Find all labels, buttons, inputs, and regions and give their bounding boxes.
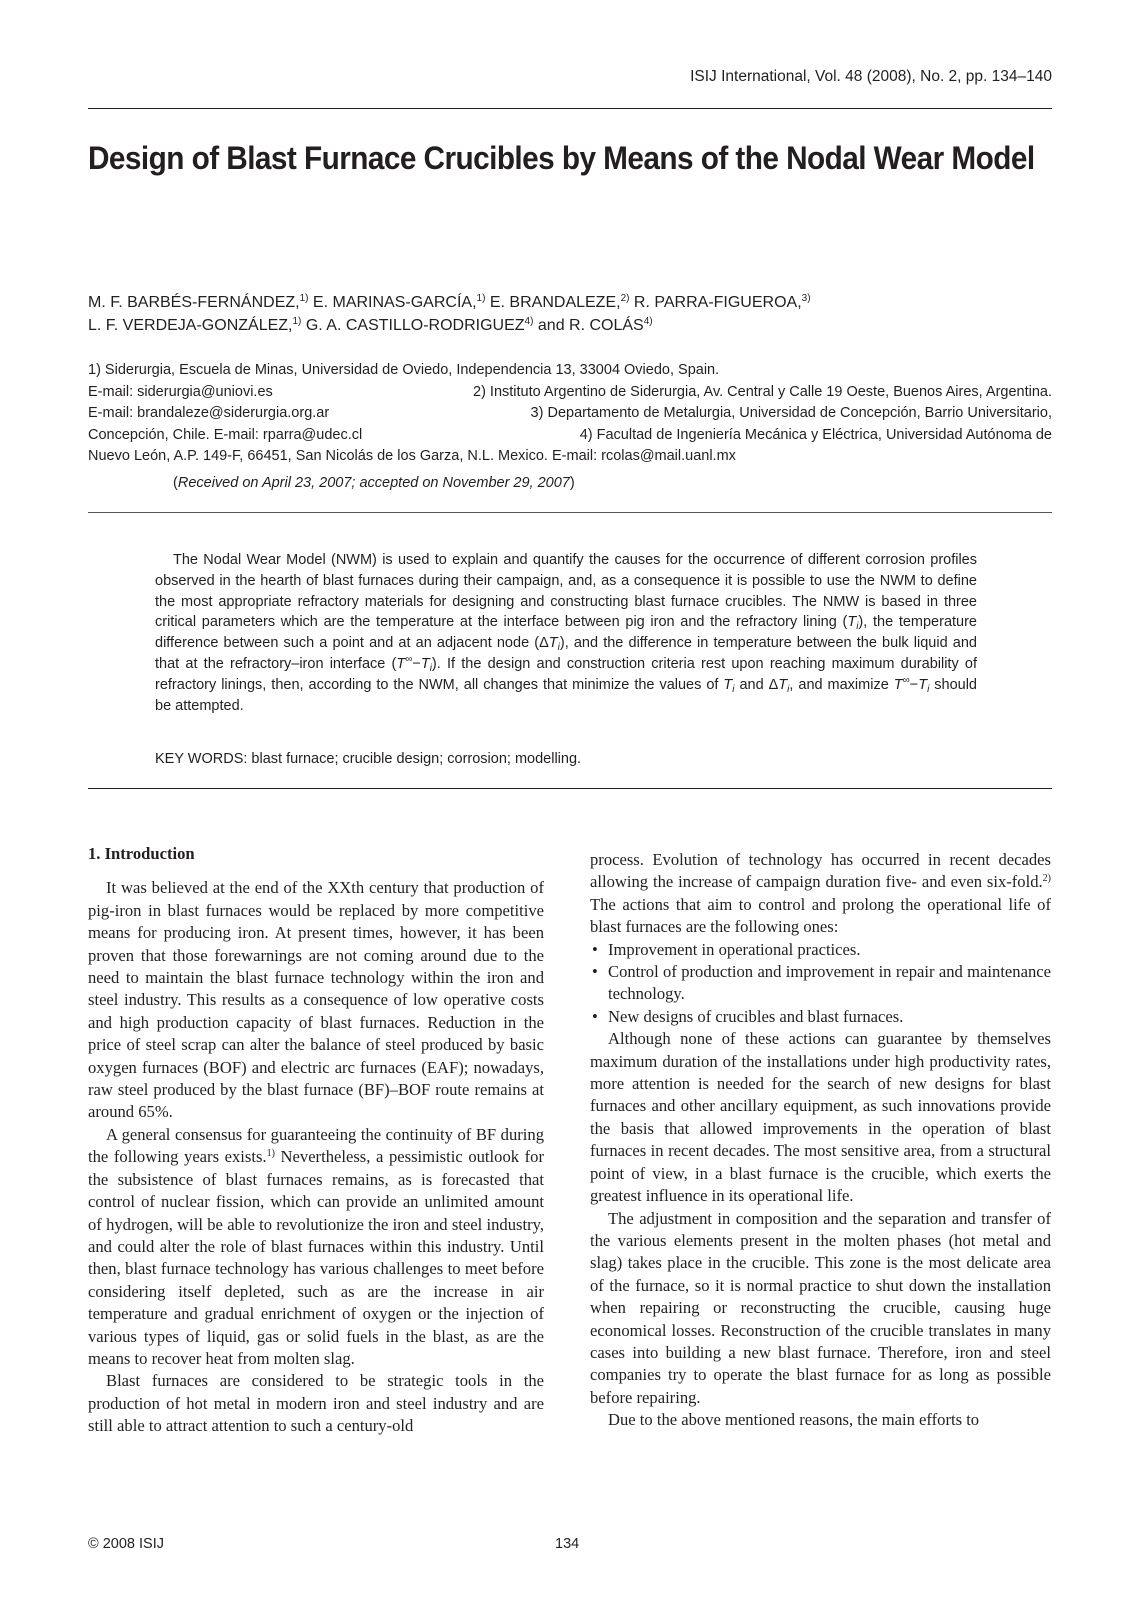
author-line-1	[88, 291, 1052, 314]
body-paragraph: Due to the above mentioned reasons, the main efforts to	[608, 1410, 980, 1430]
body-paragraph: process. Evolution of technology has occurred in recent decades allowing the increase of campaign duration five- and even six-fold.$^{2)}$ The actions that aim to control and prolong the operational life of blast furnaces are the following ones:	[590, 850, 1051, 937]
body-paragraph: Although none of these actions can guarantee by themselves maximum duration of the installations under high productivity rates, more attention is needed for the search of new designs for blast furnaces and other ancillary equipment, as such innovations provide the basis that allowed improvements in the operation of blast furnaces in recent decades. The most sensitive area, from a structural point of view, in a blast furnace is the crucible, which exerts the greatest influence in its operational life.	[590, 1029, 1051, 1206]
citation-ref: 1)	[266, 1148, 275, 1160]
header-rule	[88, 108, 1052, 109]
author-list	[88, 291, 1052, 337]
author: G. A. CASTILLO-RODRIGUEZ	[301, 317, 525, 334]
affiliation-text: 4) Facultad de Ingeniería Mecánica y Eléctrica, Universidad Autónoma de	[579, 426, 1052, 443]
author-affil-mark: 1)	[476, 293, 486, 304]
bullet-item: • New designs of crucibles and blast furnaces.	[590, 1006, 1051, 1028]
affiliation-text: 2) Instituto Argentino de Siderurgia, Av. Central y Calle 19 Oeste, Buenos Aires, Argentina.	[473, 383, 1052, 400]
abstract-top-rule	[88, 512, 1052, 513]
received-text: Received on April 23, 2007; accepted on November 29, 2007	[177, 475, 570, 491]
author: L. F. VERDEJA-GONZÁLEZ,	[88, 317, 293, 334]
author-affil-mark: 1)	[299, 293, 309, 304]
author-affil-mark: 3)	[801, 293, 811, 304]
body-paragraph: The adjustment in composition and the separation and transfer of the various elements present in the molten phases (hot metal and slag) takes place in the crucible. This zone is the most delicate area of the furnace, so it is normal practice to shut down the installation when repairing or reconstructing the crucible, causing huge economical losses. Reconstruction of the crucible translates in many cases into building a new blast furnace. Therefore, iron and steel companies try to operate the blast furnace for as long as possible before repairing.	[590, 1208, 1051, 1407]
affiliation-text: Nuevo León, A.P. 149-F, 66451, San Nicolás de los Garza, N.L. Mexico. E-mail: rcolas@mail.uanl.mx	[88, 448, 736, 464]
affiliation-line	[88, 446, 1052, 468]
paper-title: Design of Blast Furnace Crucibles by Means of the Nodal Wear Model	[88, 140, 1035, 176]
author-affil-mark: 4)	[524, 316, 534, 327]
affiliation-line	[88, 360, 1052, 382]
affiliations	[88, 360, 1052, 468]
citation-ref: 2)	[1042, 873, 1051, 885]
copyright: © 2008 ISIJ	[88, 1536, 164, 1552]
affiliation-text: 3) Departamento de Metalurgia, Universidad de Concepción, Barrio Universitario,	[530, 405, 1052, 421]
author: and R. COLÁS	[533, 317, 644, 334]
affiliation-line	[88, 382, 1052, 404]
affiliation-email: E-mail: siderurgia@uniovi.es	[88, 383, 273, 400]
affiliation-line	[88, 403, 1052, 425]
affiliation-email: Concepción, Chile. E-mail: rparra@udec.cl	[88, 426, 363, 443]
abstract	[155, 550, 977, 716]
author-affil-mark: 2)	[620, 293, 630, 304]
body-column-left	[88, 843, 544, 1438]
section-heading: 1. Introduction	[88, 844, 195, 863]
body-paragraph: It was believed at the end of the XXth century that production of pig-iron in blast furnaces would be replaced by more competitive means for producing iron. At present times, however, it has been proven that those forewarnings are not coming around due to the need to maintain the blast furnace technology within the iron and steel industry. This results as a consequence of low operative costs and high production capacity of blast furnaces. Reduction in the price of steel scrap can alter the balance of steel produced by basic oxygen furnaces (BOF) and electric arc furnaces (EAF); nowadays, raw steel produced by the blast furnace (BF)–BOF route remains at around 65%.	[88, 878, 544, 1122]
page-number: 134	[555, 1536, 580, 1552]
author: R. PARRA-FIGUEROA,	[629, 294, 802, 311]
abstract-paragraph: The Nodal Wear Model (NWM) is used to explain and quantify the causes for the occurrence of different corrosion profiles observed in the hearth of blast furnaces during their campaign, and, as a consequence it is possible to use the NWM to define the most appropriate refractory materials for designing and constructing blast furnace crucibles. The NMW is based in three critical parameters which are the temperature at the interface between pig iron and the refractory lining $(T_i)$, the temperature difference between such a point and at an adjacent node $(\Delta T_i)$, and the difference in temperature between the bulk liquid and that at the refractory–iron interface $(T^\infty-T_i)$. If the design and construction criteria rest upon reaching maximum durability of refractory linings, then, according to the NWM, all changes that minimize the values of $T_i$ and $\Delta T_i$, and maximize $T^\infty-T_i$ should be attempted.	[155, 552, 977, 714]
author-line-2	[88, 314, 1052, 337]
bullet-item: • Improvement in operational practices.	[590, 939, 1051, 961]
author-affil-mark: 4)	[643, 316, 653, 327]
body-column-right	[590, 849, 1051, 1432]
abstract-bottom-rule	[88, 788, 1052, 789]
received-dates: (Received on April 23, 2007; accepted on November 29, 2007)	[173, 475, 575, 491]
author: M. F. BARBÉS-FERNÁNDEZ,	[88, 294, 300, 311]
keywords: KEY WORDS: blast furnace; crucible design; corrosion; modelling.	[155, 751, 582, 767]
body-paragraph: Blast furnaces are considered to be strategic tools in the production of hot metal in modern iron and steel industry and are still able to attract attention to such a century-old	[88, 1371, 544, 1436]
affiliation-line	[88, 425, 1052, 447]
affiliation-text: 1) Siderurgia, Escuela de Minas, Universidad de Oviedo, Independencia 13, 33004 Oviedo, Spain.	[88, 362, 720, 378]
journal-header: ISIJ International, Vol. 48 (2008), No. 2, pp. 134–140	[690, 68, 1052, 85]
affiliation-email: E-mail: brandaleze@siderurgia.org.ar	[88, 405, 330, 421]
author: E. MARINAS-GARCÍA,	[308, 294, 477, 311]
body-paragraph: A general consensus for guaranteeing the continuity of BF during the following years exists.$^{1)}$ Nevertheless, a pessimistic outlook for the subsistence of blast furnaces remains, as is forecasted that control of nuclear fission, which can provide an unlimited amount of hydrogen, will be able to revolutionize the iron and steel industry, and could alter the role of blast furnaces within this industry. Until then, blast furnace technology has various challenges to meet before considering itself depleted, such as are the increase in air temperature and gradual enrichment of oxygen or the injection of various types of liquid, gas or solid fuels in the blast, as are the means to recover heat from molten slag.	[88, 1124, 544, 1368]
bullet-list	[590, 939, 1051, 1029]
bullet-item: • Control of production and improvement in repair and maintenance technology.	[590, 961, 1051, 1006]
author-affil-mark: 1)	[292, 316, 302, 327]
author: E. BRANDALEZE,	[485, 294, 621, 311]
